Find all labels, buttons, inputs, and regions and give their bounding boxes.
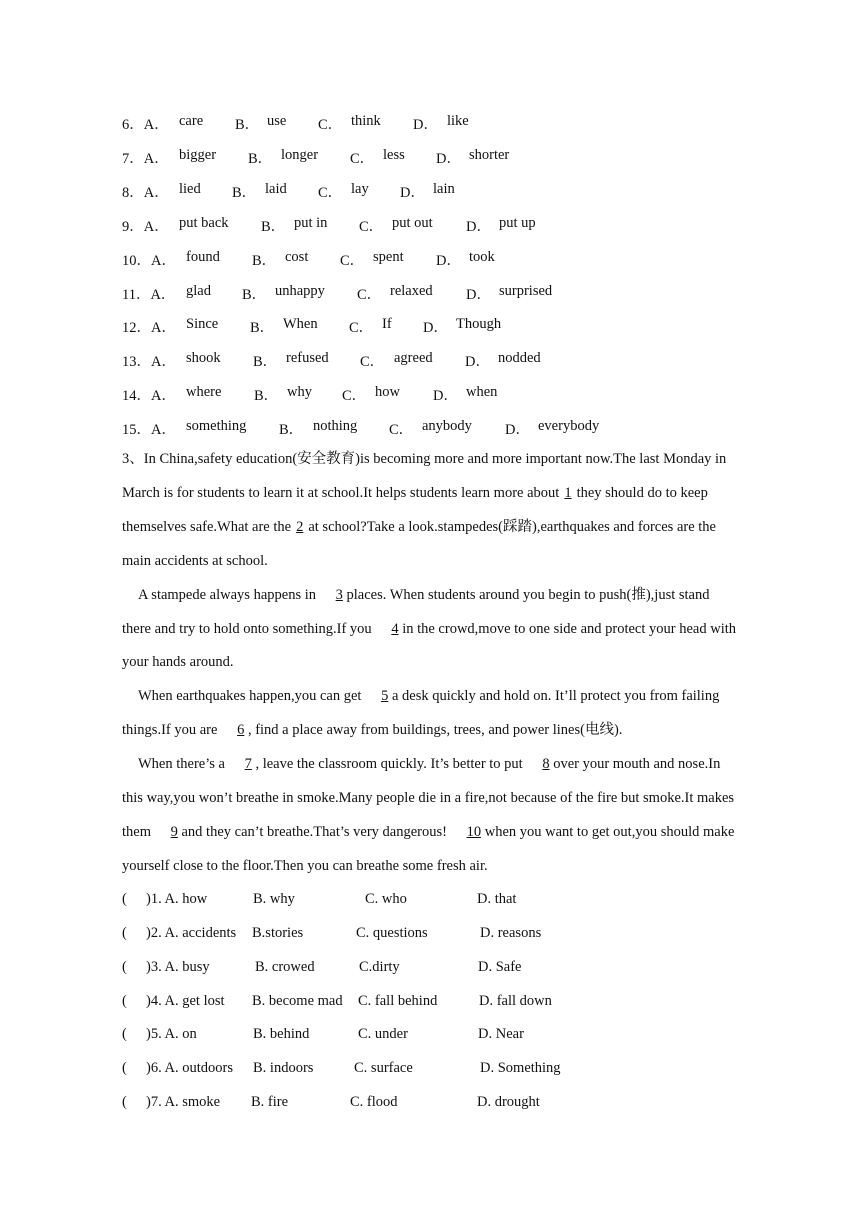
option-b: nothing bbox=[313, 418, 358, 434]
question-option-d: D. Something bbox=[480, 1060, 561, 1076]
blank-5: 5 bbox=[381, 688, 389, 705]
option-b: When bbox=[283, 316, 318, 332]
option-d-label: D． bbox=[436, 151, 461, 167]
question-option-a: )3. A. busy bbox=[146, 959, 210, 975]
option-a: put back bbox=[179, 215, 229, 231]
question-option-c: C. who bbox=[365, 891, 407, 907]
option-b: why bbox=[287, 384, 312, 400]
option-d: when bbox=[466, 384, 498, 400]
option-b: put in bbox=[294, 215, 328, 231]
question-option-a: )2. A. accidents bbox=[146, 925, 237, 941]
option-d-label: D． bbox=[466, 219, 491, 235]
option-d-label: D． bbox=[423, 320, 448, 336]
choice-row-15 bbox=[122, 418, 622, 438]
option-c: relaxed bbox=[390, 283, 433, 299]
option-d: everybody bbox=[538, 418, 600, 434]
option-b-label: B． bbox=[253, 354, 278, 370]
option-c-label: C． bbox=[342, 388, 367, 404]
option-a: lied bbox=[179, 181, 201, 197]
question-option-b: B. crowed bbox=[255, 959, 315, 975]
option-a: glad bbox=[186, 283, 211, 299]
option-b-label: B． bbox=[261, 219, 286, 235]
option-a: found bbox=[186, 249, 220, 265]
option-b-label: B． bbox=[279, 422, 304, 438]
answer-paren: ( bbox=[122, 891, 127, 907]
question-option-b: B.stories bbox=[252, 925, 304, 941]
question-1 bbox=[122, 891, 602, 911]
option-c: agreed bbox=[394, 350, 433, 366]
option-d: shorter bbox=[469, 147, 510, 163]
option-b-label: B． bbox=[250, 320, 275, 336]
answer-paren: ( bbox=[122, 959, 127, 975]
option-a: something bbox=[186, 418, 247, 434]
option-c: lay bbox=[351, 181, 369, 197]
question-option-a: )5. A. on bbox=[146, 1026, 197, 1042]
blank-3: 3 bbox=[335, 586, 343, 603]
option-c: put out bbox=[392, 215, 433, 231]
question-option-a: )4. A. get lost bbox=[146, 993, 225, 1009]
option-b-label: B． bbox=[248, 151, 273, 167]
option-d-label: D． bbox=[465, 354, 490, 370]
blank-9: 9 bbox=[170, 823, 178, 840]
choice-row-6 bbox=[122, 113, 522, 133]
option-b: cost bbox=[285, 249, 309, 265]
question-7 bbox=[122, 1094, 602, 1114]
blank-6: 6 bbox=[237, 722, 245, 739]
option-a: bigger bbox=[179, 147, 217, 163]
option-c: how bbox=[375, 384, 400, 400]
choice-row-14 bbox=[122, 384, 522, 404]
choice-number: 11．A． bbox=[122, 287, 176, 303]
option-b-label: B． bbox=[232, 185, 257, 201]
option-c-label: C． bbox=[360, 354, 385, 370]
choice-row-13 bbox=[122, 350, 562, 370]
choice-number: 6．A． bbox=[122, 117, 169, 133]
option-d: took bbox=[469, 249, 495, 265]
option-b: laid bbox=[265, 181, 287, 197]
option-a: where bbox=[186, 384, 222, 400]
question-option-b: B. indoors bbox=[253, 1060, 314, 1076]
passage-paragraph-3: When earthquakes happen,you can get 5 a desk quickly and hold on. It’ll protect you from failing things.If you are 6 , find a place away from buildings, trees, and power lines(电线). bbox=[122, 680, 742, 748]
reading-passage bbox=[122, 443, 742, 884]
blank-7: 7 bbox=[244, 756, 252, 773]
choice-number: 15．A． bbox=[122, 422, 176, 438]
question-option-d: D. fall down bbox=[479, 993, 552, 1009]
choice-number: 14．A． bbox=[122, 388, 176, 404]
question-option-c: C. under bbox=[358, 1026, 408, 1042]
question-option-b: B. fire bbox=[251, 1094, 289, 1110]
blank-10: 10 bbox=[466, 823, 482, 840]
choice-row-10 bbox=[122, 249, 522, 269]
question-option-d: D. that bbox=[477, 891, 517, 907]
question-option-c: C. questions bbox=[356, 925, 428, 941]
passage-paragraph-2: A stampede always happens in 3 places. When students around you begin to push(推),just stand there and try to hold onto something.If you 4 in the crowd,move to one side and protect your head with your hands around. bbox=[122, 579, 742, 681]
option-c-label: C． bbox=[340, 253, 365, 269]
choice-row-11 bbox=[122, 283, 582, 303]
question-option-b: B. why bbox=[253, 891, 295, 907]
option-d: surprised bbox=[499, 283, 553, 299]
question-option-d: D. drought bbox=[477, 1094, 540, 1110]
question-6 bbox=[122, 1060, 602, 1080]
option-b-label: B． bbox=[242, 287, 267, 303]
question-option-d: D. Near bbox=[478, 1026, 524, 1042]
option-c-label: C． bbox=[349, 320, 374, 336]
question-option-a: )6. A. outdoors bbox=[146, 1060, 233, 1076]
passage-paragraph-1: 3、In China,safety education(安全教育)is becoming more and more important now.The last Monday in March is for students to learn it at school.It helps students learn more about 1 they should do to keep themselves safe.What are the 2 at school?Take a look.stampedes(踩踏),earthquakes and forces are the main accidents at school. bbox=[122, 451, 727, 569]
option-a: shook bbox=[186, 350, 221, 366]
option-d-label: D． bbox=[400, 185, 425, 201]
option-d: like bbox=[447, 113, 469, 129]
option-c-label: C． bbox=[359, 219, 384, 235]
option-b-label: B． bbox=[254, 388, 279, 404]
choice-row-7 bbox=[122, 147, 542, 167]
question-option-c: C. fall behind bbox=[358, 993, 438, 1009]
choice-number: 10．A． bbox=[122, 253, 176, 269]
blank-1: 1 bbox=[564, 484, 572, 501]
question-option-a: )1. A. how bbox=[146, 891, 208, 907]
answer-paren: ( bbox=[122, 1060, 127, 1076]
question-option-c: C. flood bbox=[350, 1094, 398, 1110]
option-d-label: D． bbox=[436, 253, 461, 269]
option-a: Since bbox=[186, 316, 219, 332]
option-d-label: D． bbox=[433, 388, 458, 404]
option-d-label: D． bbox=[505, 422, 530, 438]
answer-paren: ( bbox=[122, 925, 127, 941]
choice-number: 12．A． bbox=[122, 320, 176, 336]
choice-row-9 bbox=[122, 215, 562, 235]
option-c-label: C． bbox=[357, 287, 382, 303]
option-d: nodded bbox=[498, 350, 541, 366]
answer-paren: ( bbox=[122, 1094, 127, 1110]
option-d: Though bbox=[456, 316, 502, 332]
option-c: less bbox=[383, 147, 405, 163]
option-b: use bbox=[267, 113, 287, 129]
choice-row-12 bbox=[122, 316, 542, 336]
option-c: If bbox=[382, 316, 392, 332]
option-b: longer bbox=[281, 147, 319, 163]
option-c-label: C． bbox=[350, 151, 375, 167]
option-c: think bbox=[351, 113, 381, 129]
question-option-d: D. reasons bbox=[480, 925, 542, 941]
question-3 bbox=[122, 959, 602, 979]
passage-paragraph-4: When there’s a 7 , leave the classroom quickly. It’s better to put 8 over your mouth and nose.In this way,you won’t breathe in smoke.Many people die in a fire,not because of the fire but smoke.It makes them 9 and they can’t breathe.That’s very dangerous! 10 when you want to get out,you should make yourself close to the floor.Then you can breathe some fresh air. bbox=[122, 748, 742, 884]
option-d-label: D． bbox=[413, 117, 438, 133]
option-c-label: C． bbox=[318, 185, 343, 201]
option-a: care bbox=[179, 113, 204, 129]
option-b-label: B． bbox=[235, 117, 260, 133]
question-5 bbox=[122, 1026, 602, 1046]
question-option-b: B. become mad bbox=[252, 993, 343, 1009]
blank-2: 2 bbox=[296, 518, 304, 535]
question-4 bbox=[122, 993, 602, 1013]
question-option-a: )7. A. smoke bbox=[146, 1094, 221, 1110]
option-d-label: D． bbox=[466, 287, 491, 303]
question-option-c: C. surface bbox=[354, 1060, 413, 1076]
option-b: unhappy bbox=[275, 283, 325, 299]
choice-number: 7．A． bbox=[122, 151, 169, 167]
choice-number: 13．A． bbox=[122, 354, 176, 370]
option-d: put up bbox=[499, 215, 536, 231]
answer-paren: ( bbox=[122, 993, 127, 1009]
option-c-label: C． bbox=[318, 117, 343, 133]
option-c: spent bbox=[373, 249, 404, 265]
option-b-label: B． bbox=[252, 253, 277, 269]
blank-8: 8 bbox=[542, 756, 550, 773]
option-c: anybody bbox=[422, 418, 472, 434]
option-c-label: C． bbox=[389, 422, 414, 438]
choice-number: 8．A． bbox=[122, 185, 169, 201]
choice-number: 9．A． bbox=[122, 219, 169, 235]
option-b: refused bbox=[286, 350, 329, 366]
question-2 bbox=[122, 925, 602, 945]
answer-paren: ( bbox=[122, 1026, 127, 1042]
question-option-c: C.dirty bbox=[359, 959, 400, 975]
question-option-b: B. behind bbox=[253, 1026, 310, 1042]
choice-row-8 bbox=[122, 181, 502, 201]
option-d: lain bbox=[433, 181, 455, 197]
blank-4: 4 bbox=[391, 620, 399, 637]
question-option-d: D. Safe bbox=[478, 959, 522, 975]
